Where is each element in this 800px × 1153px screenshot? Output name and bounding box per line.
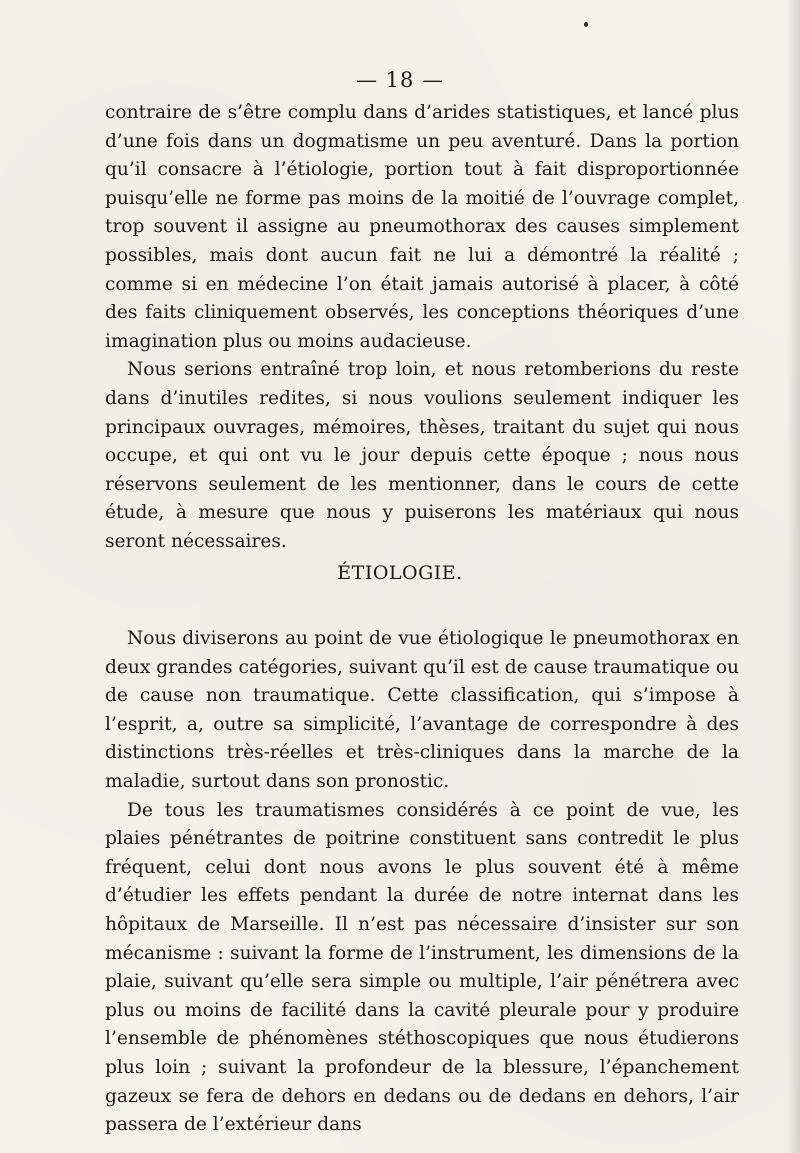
paragraph: contraire de s’être complu dans d’arides statistiques, et lancé plus d’une fois dans un dogmatisme un peu aventuré. Dans la portion qu’il consacre à l’étiologie, portion tout à fait disproportionnée puisqu’elle ne forme pas moins de la moitié de l’ouvrage complet, trop souvent il assigne au pneumothorax des causes simplement possibles, mais dont aucun fait ne lui a démontré la réalité ; comme si en médecine l’on était jamais autorisé à placer, à côté des faits cliniquement observés, les conceptions théoriques d’une imagination plus ou moins audacieuse. [105, 102, 739, 352]
text-block-bottom [105, 625, 739, 1140]
paragraph: Nous diviserons au point de vue étiologique le pneumothorax en deux grandes catégories, suivant qu’il est de cause traumatique ou de cause non traumatique. Cette classification, qui s’impose à l’esprit, a, outre sa simplicité, l’avantage de correspondre à des distinctions très-réelles et très-cliniques dans la marche de la maladie, surtout dans son pronostic. [105, 628, 739, 792]
text-block-top [105, 99, 739, 557]
ink-speck [584, 22, 588, 27]
paragraph: Nous serions entraîné trop loin, et nous retomberions du reste dans d’inutiles redites, si nous voulions seulement indiquer les principaux ouvrages, mémoires, thèses, traitant du sujet qui nous occupe, et qui ont vu le jour depuis cette époque ; nous nous réservons seulement de les mentionner, dans le cours de cette étude, à mesure que nous y puiserons les matériaux qui nous seront nécessaires. [105, 359, 739, 552]
section-title: ÉTIOLOGIE. [337, 562, 463, 584]
page-number: — 18 — [355, 68, 445, 92]
paragraph: De tous les traumatismes considérés à ce point de vue, les plaies pénétrantes de poitrine constituent sans contredit le plus fréquent, celui dont nous avons le plus souvent été à même d’étudier les effets pendant la durée de notre internat dans les hôpitaux de Marseille. Il n’est pas nécessaire d’insister sur son mécanisme : suivant la forme de l’instrument, les dimensions de la plaie, suivant qu’elle sera simple ou multiple, l’air pénétrera avec plus ou moins de facilité dans la cavité pleurale pour y produire l’ensemble de phénomènes stéthoscopiques que nous étudierons plus loin ; suivant la profondeur de la blessure, l’épanchement gazeux se fera de dehors en dedans ou de dedans en dehors, l’air passera de l’extérieur dans [105, 799, 739, 1136]
